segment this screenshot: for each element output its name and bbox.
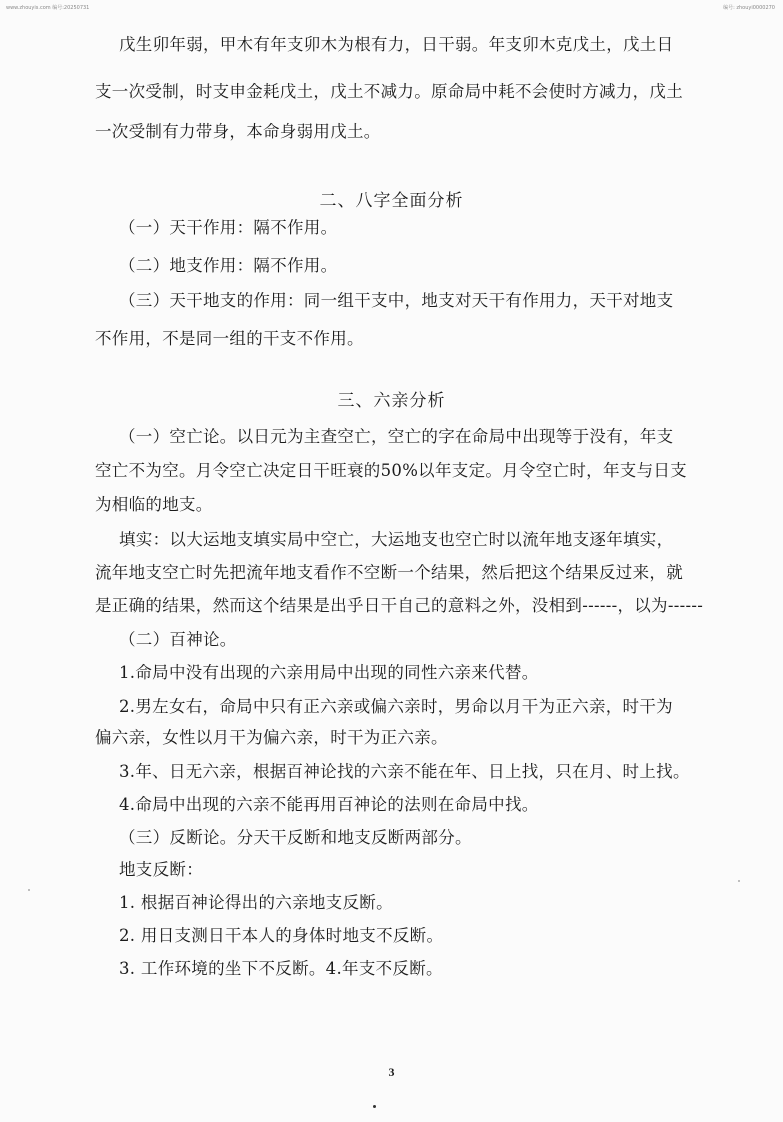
text-line: 不作用，不是同一组的干支不作用。 bbox=[95, 329, 364, 348]
text-line: （二）地支作用：隔不作用。 bbox=[119, 256, 338, 275]
header-left-watermark: www.zhouyis.com 编号:20250731 bbox=[6, 5, 90, 11]
text-line: 3.年、日无六亲，根据百神论找的六亲不能在年、日上找，只在月、时上找。 bbox=[119, 762, 690, 781]
list-item: 2. 用日支测日干本人的身体时地支不反断。 bbox=[119, 926, 444, 945]
text-line: 一次受制有力带身，本命身弱用戊土。 bbox=[95, 122, 381, 141]
section-heading: 二、八字全面分析 bbox=[319, 191, 464, 211]
text-line: 是正确的结果，然而这个结果是出乎日干自己的意料之外，没相到------，以为------ bbox=[95, 596, 704, 615]
text-line: 流年地支空亡时先把流年地支看作不空断一个结果，然后把这个结果反过来，就 bbox=[95, 563, 683, 582]
scan-speck bbox=[28, 889, 30, 891]
text-line: 1.命局中没有出现的六亲用局中出现的同性六亲来代替。 bbox=[119, 663, 539, 682]
text-line: 为相临的地支。 bbox=[95, 495, 213, 514]
subsection-title: （三）反断论。分天干反断和地支反断两部分。 bbox=[119, 828, 472, 847]
page-number: 3 bbox=[388, 1065, 395, 1079]
section-heading: 三、六亲分析 bbox=[337, 391, 446, 411]
text-line: （一）天干作用：隔不作用。 bbox=[119, 218, 338, 237]
text-line: （三）天干地支的作用：同一组干支中，地支对天干有作用力，天干对地支 bbox=[119, 291, 674, 310]
list-item: 1. 根据百神论得出的六亲地支反断。 bbox=[119, 893, 393, 912]
text-line: 地支反断： bbox=[119, 860, 203, 879]
subsection-title: （二）百神论。 bbox=[119, 630, 237, 649]
list-item: 3. 工作环境的坐下不反断。4.年支不反断。 bbox=[119, 959, 443, 978]
text-line: 戊生卯年弱，甲木有年支卯木为根有力，日干弱。年支卯木克戊土，戊土日 bbox=[119, 35, 674, 54]
text-line: 4.命局中出现的六亲不能再用百神论的法则在命局中找。 bbox=[119, 795, 539, 814]
text-line: （一）空亡论。以日元为主查空亡，空亡的字在命局中出现等于没有，年支 bbox=[119, 427, 674, 446]
text-line: 填实：以大运地支填实局中空亡，大运地支也空亡时以流年地支逐年填实， bbox=[119, 530, 674, 549]
scan-speck bbox=[373, 1105, 376, 1108]
scan-speck bbox=[738, 880, 740, 882]
text-line: 偏六亲，女性以月干为偏六亲，时干为正六亲。 bbox=[95, 728, 448, 747]
text-line: 2.男左女右，命局中只有正六亲或偏六亲时，男命以月干为正六亲，时干为 bbox=[119, 697, 673, 716]
header-right-watermark: 编号: zhouyi0000270 bbox=[723, 5, 775, 11]
text-line: 支一次受制，时支申金耗戊土，戊土不减力。原命局中耗不会使时方减力，戊土 bbox=[95, 82, 683, 101]
text-line: 空亡不为空。月令空亡决定日干旺衰的50%以年支定。月令空亡时，年支与日支 bbox=[95, 461, 687, 480]
